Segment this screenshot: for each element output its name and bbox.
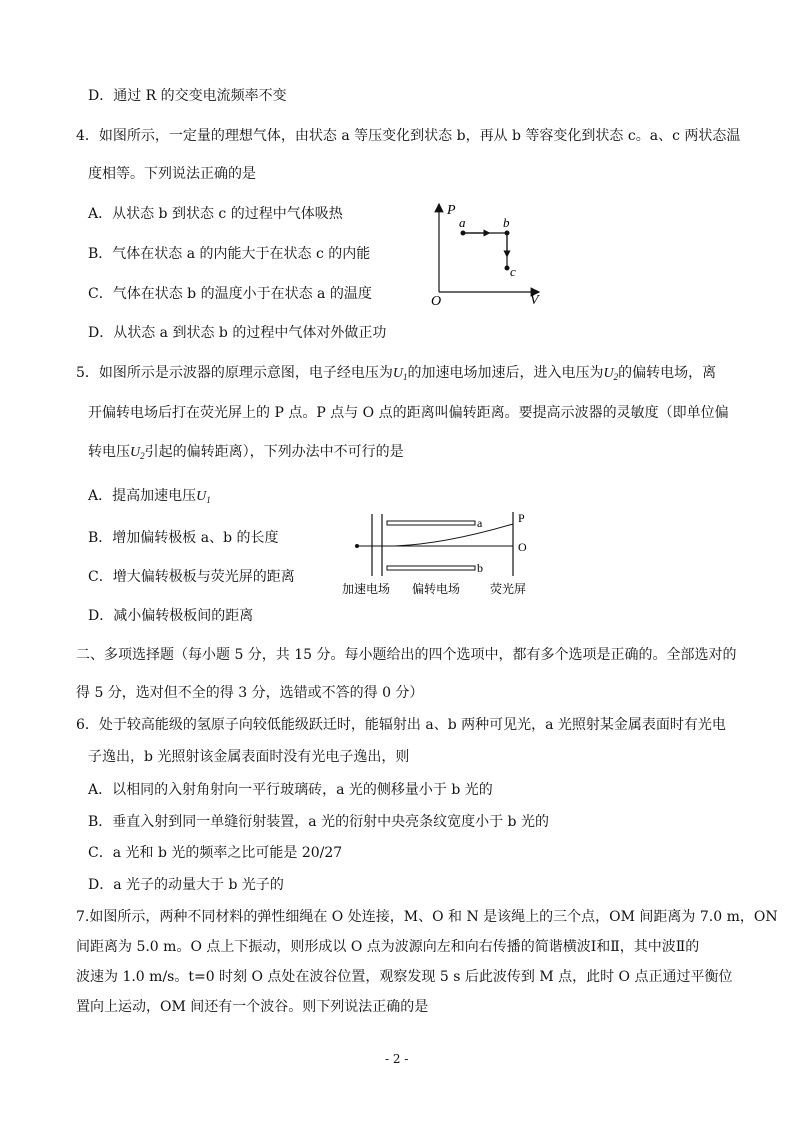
q4-option-c: C．气体在状态 b 的温度小于在状态 a 的温度 xyxy=(88,286,372,302)
deflect-plate-a xyxy=(387,521,475,525)
u2-sub-2: 2 xyxy=(140,451,145,461)
q5-stem-line3-part2: 引起的偏转距离），下列办法中不可行的是 xyxy=(144,444,404,460)
q5-stem-line3-part1: 转电压 xyxy=(88,444,130,460)
u1-letter-2: U xyxy=(196,489,207,504)
page-number: - 2 - xyxy=(385,1052,409,1066)
q5-option-a-text: A．提高加速电压 xyxy=(88,488,197,504)
state-a-point xyxy=(461,231,466,236)
u2-letter: U xyxy=(603,366,614,381)
q7-line2: 间距离为 5.0 m。O 点上下振动，则形成以 O 点为波源向左和向右传播的简谐横波Ⅰ和Ⅱ，其中波Ⅱ的 xyxy=(76,939,700,955)
q6-stem-line2: 子逸出，b 光照射该金属表面时没有光电子逸出，则 xyxy=(88,749,410,765)
u1-letter: U xyxy=(392,366,404,381)
q6-stem-line1: 6．处于较高能级的氢原子向较低能级跃迁时，能辐射出 a、b 两种可见光，a 光照射某金属表面时有光电 xyxy=(76,717,726,733)
q4-option-d: D．从状态 a 到状态 b 的过程中气体对外做正功 xyxy=(88,325,387,341)
q5-stem-line1 xyxy=(76,364,716,386)
section2-heading-line2: 得 5 分，选对但不全的得 3 分，选错或不答的得 0 分） xyxy=(76,685,424,701)
state-c-point xyxy=(505,266,510,271)
electron-source xyxy=(355,544,359,548)
q5-option-a xyxy=(88,487,211,509)
u1-sub: 1 xyxy=(403,372,408,382)
plate-a-label: a xyxy=(477,516,483,530)
screen-label: 荧光屏 xyxy=(490,582,527,596)
q6-option-b: B．垂直入射到同一单缝衍射装置，a 光的衍射中央亮条纹宽度小于 b 光的 xyxy=(88,814,549,830)
pv-diagram xyxy=(425,200,555,310)
plate-b-label: b xyxy=(477,561,483,575)
accel-field-label: 加速电场 xyxy=(342,582,391,596)
u1-sub-2: 1 xyxy=(206,495,211,505)
origin-label: O xyxy=(431,294,442,309)
q4-stem-line1: 4．如图所示，一定量的理想气体，由状态 a 等压变化到状态 b，再从 b 等容变化到状态 c。a、c 两状态温 xyxy=(76,128,741,144)
deflect-plate-b xyxy=(387,566,475,570)
p-label: P xyxy=(447,203,456,218)
u1-symbol xyxy=(393,366,408,381)
deflect-field-label: 偏转电场 xyxy=(412,582,461,596)
q6-option-a: A．以相同的入射角射向一平行玻璃砖，a 光的侧移量小于 b 光的 xyxy=(88,782,493,798)
q4-stem-line2: 度相等。下列说法正确的是 xyxy=(88,166,256,182)
q4-option-b: B．气体在状态 a 的内能大于在状态 c 的内能 xyxy=(88,246,371,262)
q5-stem-line1-part2: 的加速电场加速后，进入电压为 xyxy=(407,365,604,381)
point-o-label: O xyxy=(518,540,527,554)
q6-option-d: D．a 光子的动量大于 b 光子的 xyxy=(88,877,284,893)
u1-symbol-2 xyxy=(196,489,211,504)
q5-option-d: D．减小偏转极板间的距离 xyxy=(88,608,254,624)
q7-line1: 7.如图所示，两种不同材料的弹性细绳在 O 处连接，M、O 和 N 是该绳上的三个点，OM 间距离为 7.0 m，ON xyxy=(76,909,778,925)
q5-stem-line1-part1: 5．如图所示是示波器的原理示意图，电子经电压为 xyxy=(76,365,393,381)
q5-stem-line3 xyxy=(88,443,404,465)
q5-option-b: B．增加偏转极板 a、b 的长度 xyxy=(88,530,279,546)
q7-line4: 置向上运动，OM 间还有一个波谷。则下列说法正确的是 xyxy=(76,999,429,1015)
u2-symbol-2 xyxy=(130,445,145,460)
u2-letter-2: U xyxy=(130,445,141,460)
oscilloscope-diagram xyxy=(335,508,545,600)
q4-option-a: A．从状态 b 到状态 c 的过程中气体吸热 xyxy=(88,206,343,222)
section2-heading-line1: 二、多项选择题（每小题 5 分，共 15 分。每小题给出的四个选项中，都有多个选项是正确的。全部选对的 xyxy=(76,647,737,663)
q7-line3: 波速为 1.0 m/s。t=0 时刻 O 点处在波谷位置，观察发现 5 s 后此波传到 M 点，此时 O 点正通过平衡位 xyxy=(76,969,733,985)
state-b-point xyxy=(505,231,510,236)
q3-option-d: D．通过 R 的交变电流频率不变 xyxy=(88,88,287,104)
q5-stem-line2: 开偏转电场后打在荧光屏上的 P 点。P 点与 O 点的距离叫偏转距离。要提高示波器的灵敏度（即单位偏 xyxy=(88,405,729,421)
q5-stem-line1-part3: 的偏转电场，离 xyxy=(618,365,717,381)
v-label: V xyxy=(530,293,539,308)
electron-trajectory xyxy=(395,524,513,546)
q5-option-c: C．增大偏转极板与荧光屏的距离 xyxy=(88,569,295,585)
state-a-label: a xyxy=(459,215,466,230)
state-b-label: b xyxy=(503,215,510,230)
q6-option-c: C．a 光和 b 光的频率之比可能是 20/27 xyxy=(88,845,343,861)
point-p-label: P xyxy=(518,511,525,525)
state-c-label: c xyxy=(510,264,516,279)
u2-symbol xyxy=(604,366,619,381)
u2-sub: 2 xyxy=(613,372,619,382)
